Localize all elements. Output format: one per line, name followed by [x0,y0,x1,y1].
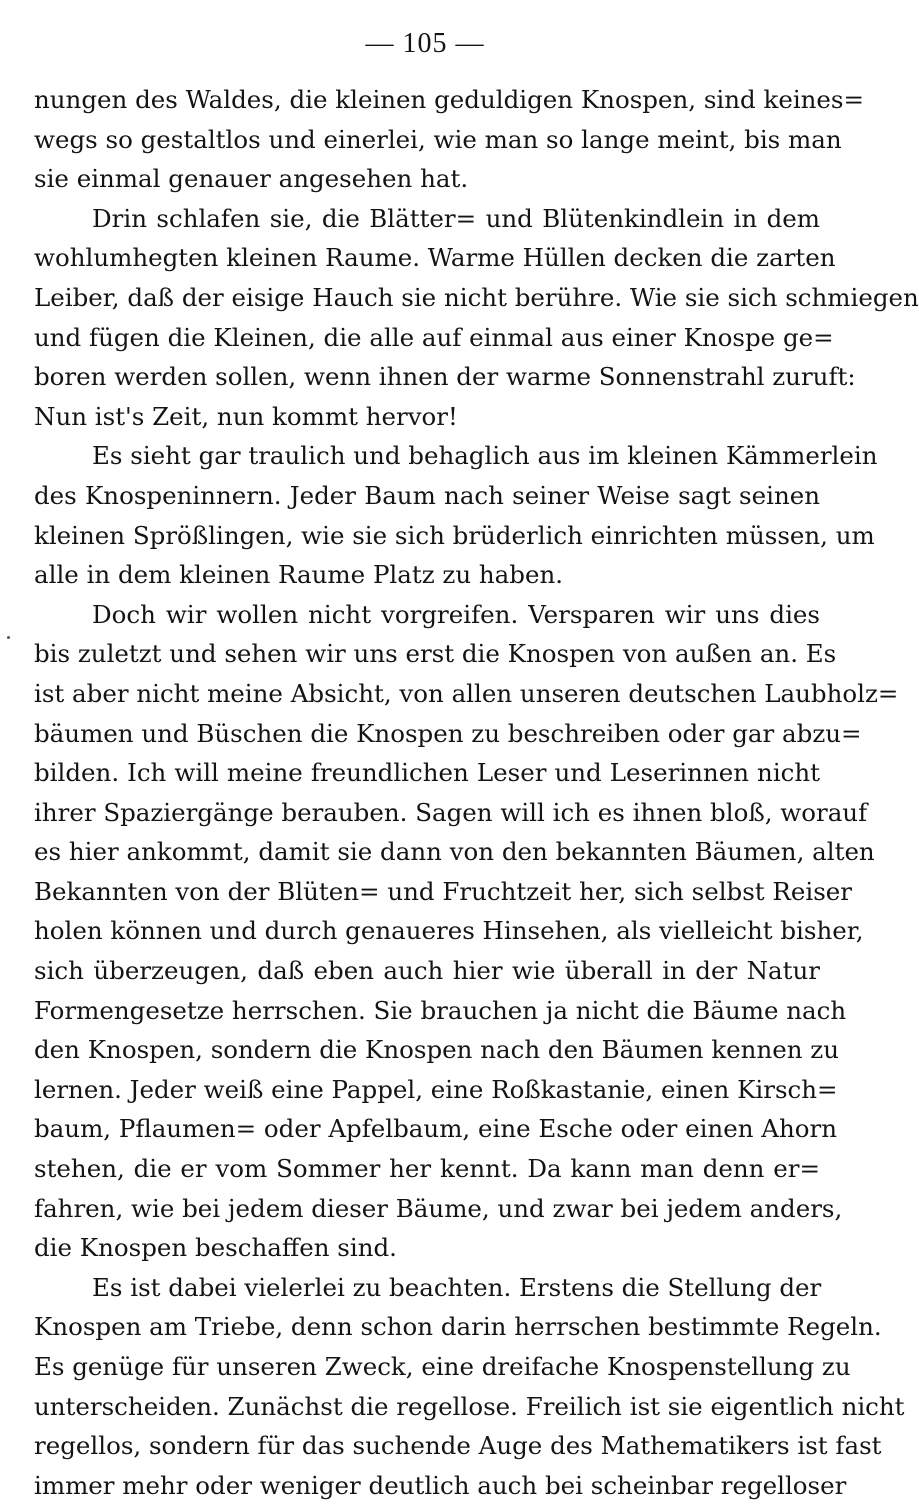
text-line: und fügen die Kleinen, die alle auf einmal aus einer Knospe ge= [34,322,834,352]
text-line: ist aber nicht meine Absicht, von allen unseren deutschen Laubholz= [34,678,899,708]
text-line: sie einmal genauer angesehen hat. [34,164,469,194]
text-line: stehen, die er vom Sommer her kennt. Da kann man denn er= [34,1154,820,1184]
text-line: unterscheiden. Zunächst die regellose. Freilich ist sie eigentlich nicht [34,1391,905,1421]
text-line: Doch wir wollen nicht vorgreifen. Versparen wir uns dies [92,599,820,629]
text-line: baum, Pflaumen= oder Apfelbaum, eine Esche oder einen Ahorn [34,1114,837,1144]
text-line: bilden. Ich will meine freundlichen Leser und Leserinnen nicht [34,758,820,788]
text-line: alle in dem kleinen Raume Platz zu haben. [34,560,564,590]
text-line: boren werden sollen, wenn ihnen der warme Sonnenstrahl zuruft: [34,362,856,392]
text-line: den Knospen, sondern die Knospen nach den Bäumen kennen zu [34,1035,839,1065]
text-line: sich überzeugen, daß eben auch hier wie überall in der Natur [34,956,820,986]
text-line: Knospen am Triebe, denn schon darin herrschen bestimmte Regeln. [34,1312,882,1342]
text-line: fahren, wie bei jedem dieser Bäume, und zwar bei jedem anders, [34,1193,843,1223]
text-line: immer mehr oder weniger deutlich auch bei scheinbar regelloser [34,1470,847,1500]
text-line: lernen. Jeder weiß eine Pappel, eine Roßkastanie, einen Kirsch= [34,1074,838,1104]
text-line: Es ist dabei vielerlei zu beachten. Erstens die Stellung der [92,1272,822,1302]
text-line: des Knospeninnern. Jeder Baum nach seiner Weise sagt seinen [34,480,820,510]
text-line: Es sieht gar traulich und behaglich aus im kleinen Kämmerlein [92,441,878,471]
text-line: Bekannten von der Blüten= und Fruchtzeit her, sich selbst Reiser [34,876,852,906]
text-line: Formengesetze herrschen. Sie brauchen ja nicht die Bäume nach [34,995,847,1025]
text-line: wegs so gestaltlos und einerlei, wie man so lange meint, bis man [34,124,842,154]
text-line: die Knospen beschaffen sind. [34,1233,397,1263]
text-line: bis zuletzt und sehen wir uns erst die Knospen von außen an. Es [34,639,837,669]
text-line: Drin schlafen sie, die Blätter= und Blütenkindlein in dem [92,203,820,233]
page-number: — 105 — [365,28,485,59]
text-line: kleinen Sprößlingen, wie sie sich brüderlich einrichten müssen, um [34,520,875,550]
text-line: ihrer Spaziergänge berauben. Sagen will ich es ihnen bloß, worauf [34,797,868,827]
text-line: Es genüge für unseren Zweck, eine dreifache Knospenstellung zu [34,1352,851,1381]
text-line: Leiber, daß der eisige Hauch sie nicht berühre. Wie sie sich schmiegen [34,282,919,312]
body-text [34,80,919,1505]
margin-speck [7,636,10,639]
text-line: Nun ist's Zeit, nun kommt hervor! [34,401,458,431]
text-line: bäumen und Büschen die Knospen zu beschreiben oder gar abzu= [34,718,862,748]
text-line: wohlumhegten kleinen Raume. Warme Hüllen decken die zarten [34,243,836,273]
text-line: holen können und durch genaueres Hinsehen, als vielleicht bisher, [34,916,864,946]
text-line: nungen des Waldes, die kleinen geduldigen Knospen, sind keines= [34,85,865,114]
text-line: es hier ankommt, damit sie dann von den bekannten Bäumen, alten [34,837,875,867]
text-line: regellos, sondern für das suchende Auge des Mathematikers ist fast [34,1431,882,1461]
